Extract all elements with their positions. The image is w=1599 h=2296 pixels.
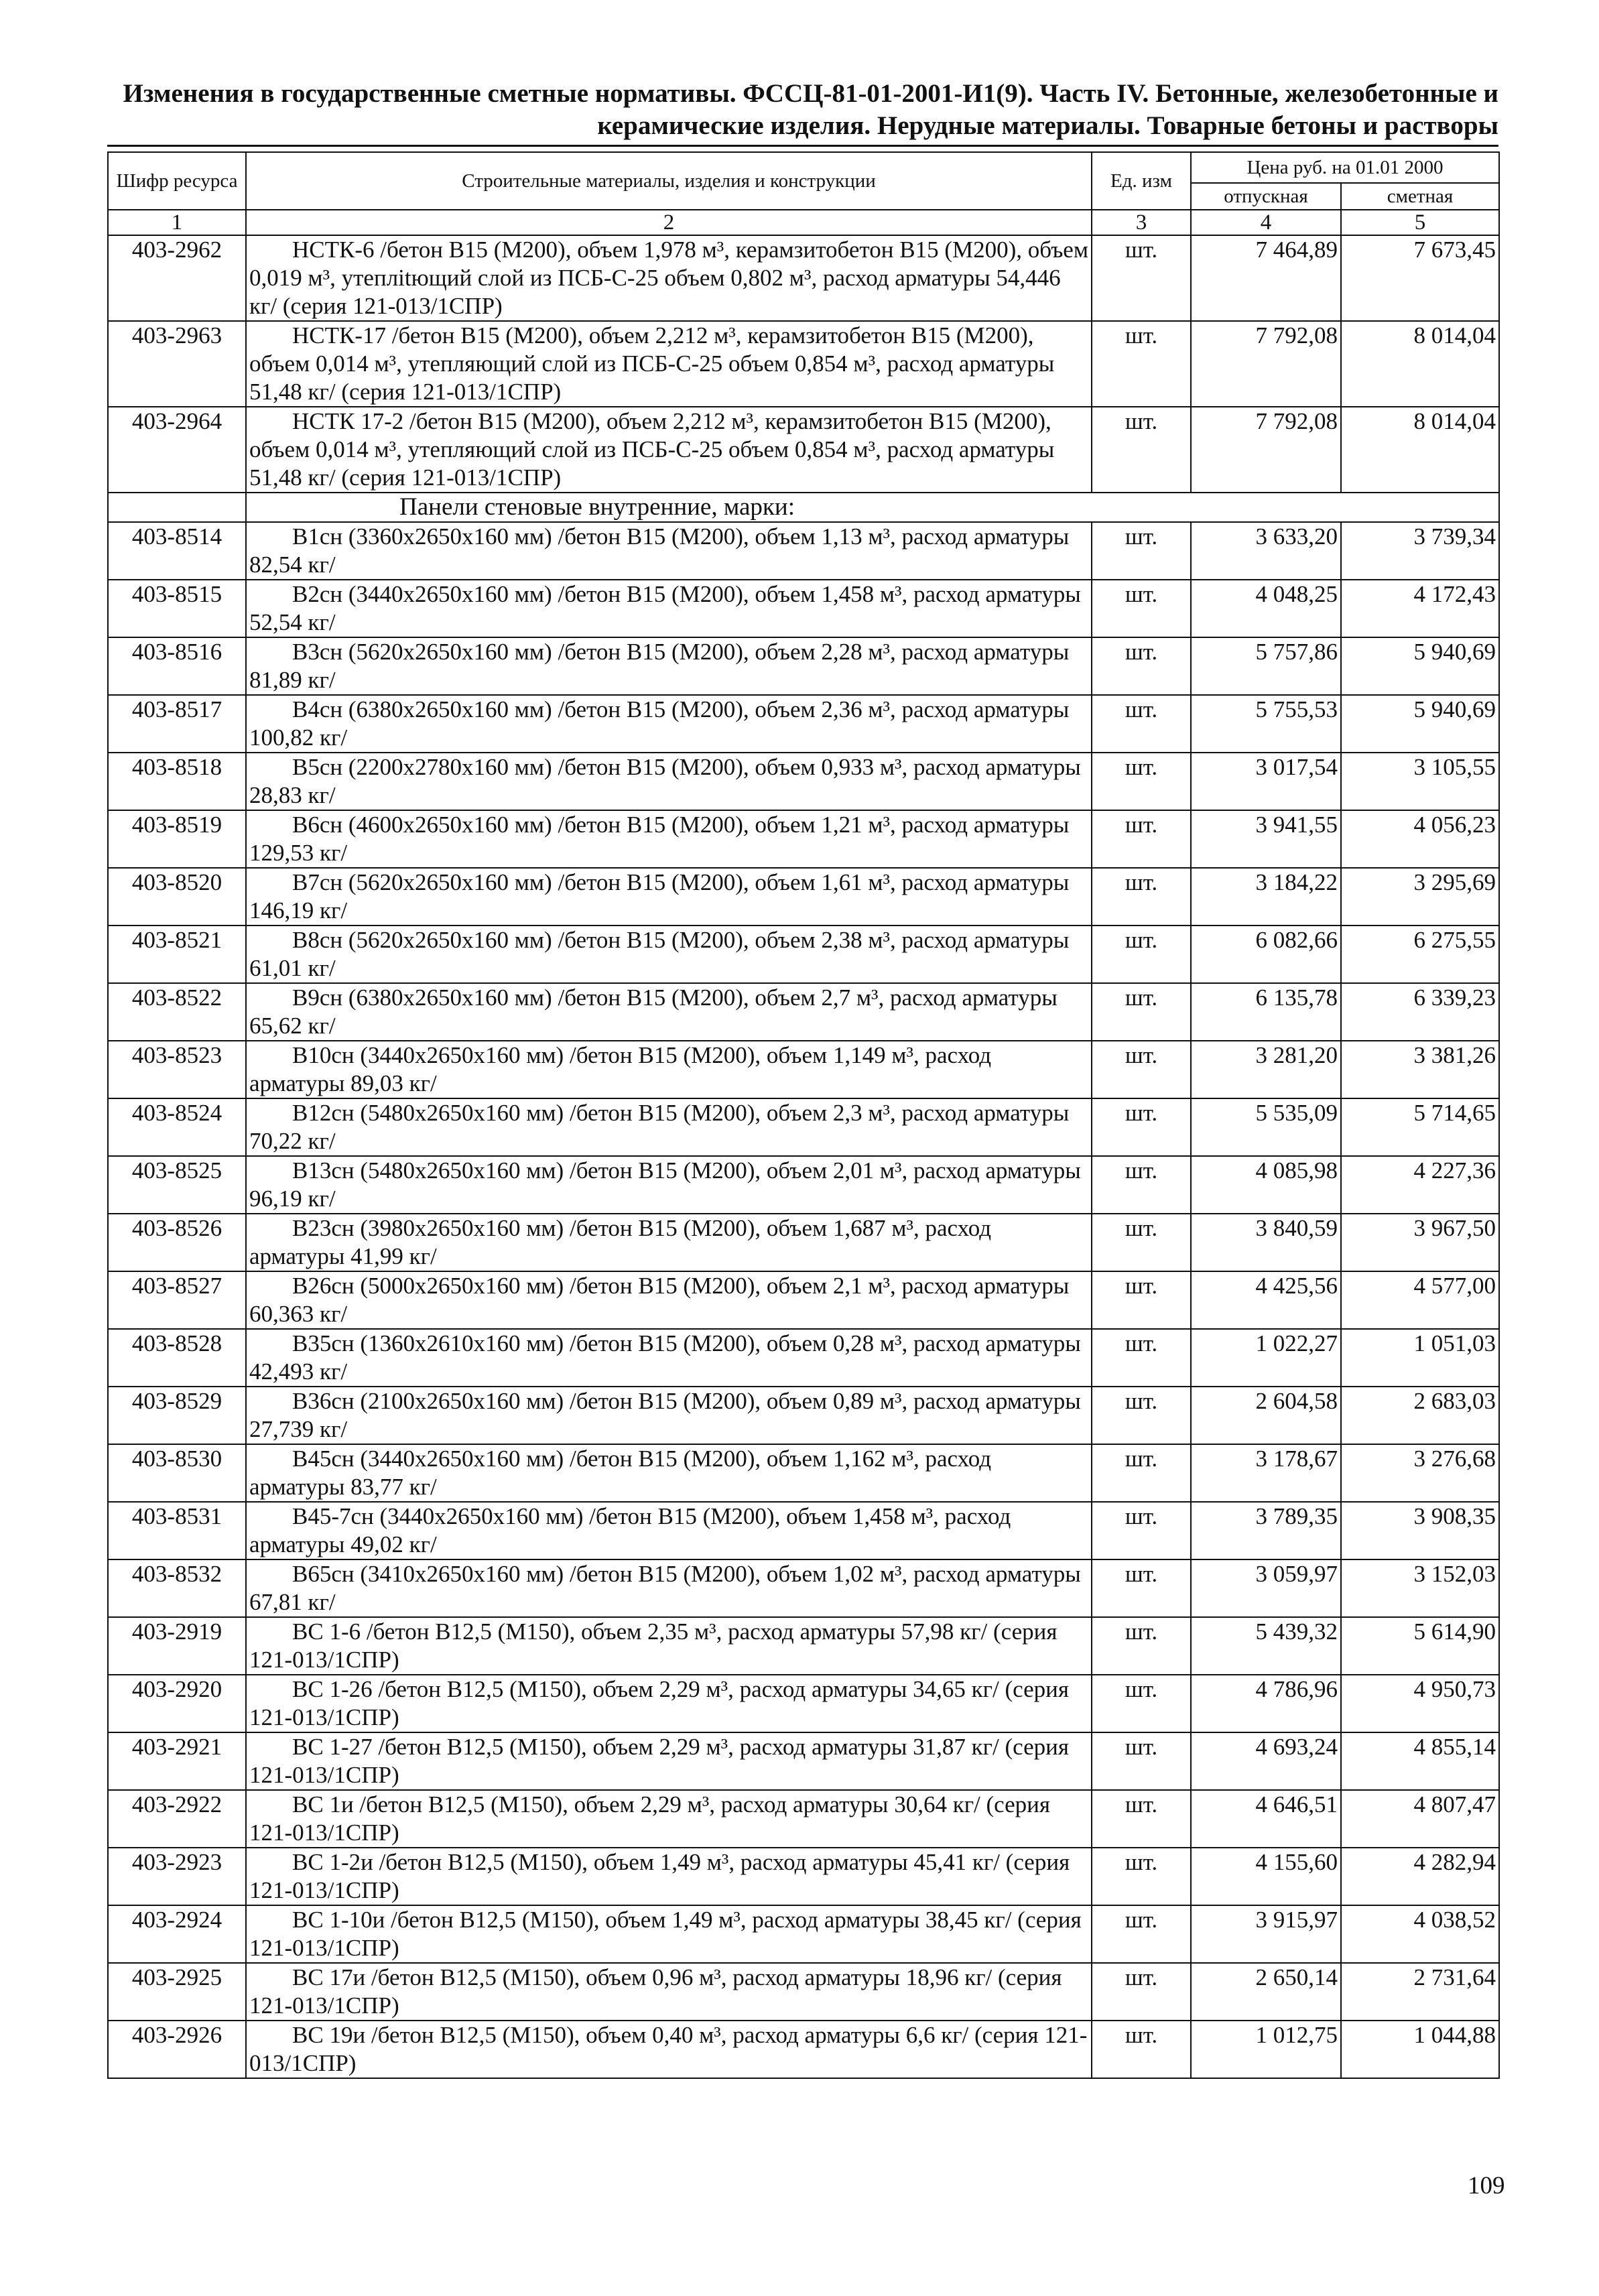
column-header-price-release: отпускная — [1191, 183, 1341, 210]
column-header-price-estimate: сметная — [1341, 183, 1499, 210]
price-estimate: 8 014,04 — [1341, 321, 1499, 407]
table-row — [108, 1502, 1499, 1559]
price-release: 3 059,97 — [1191, 1559, 1341, 1617]
price-release: 5 755,53 — [1191, 695, 1341, 753]
item-description-text: В45сн (3440х2650х160 мм) /бетон В15 (М200), объем 1,162 м³, расход арматуры 83,77 кг/ — [249, 1446, 992, 1500]
price-estimate: 5 714,65 — [1341, 1098, 1499, 1156]
price-estimate: 5 940,69 — [1341, 695, 1499, 753]
item-description — [246, 1387, 1092, 1444]
item-description — [246, 1963, 1092, 2021]
item-description-text: В13сн (5480х2650х160 мм) /бетон В15 (М200), объем 2,01 м³, расход арматуры 96,19 кг/ — [249, 1157, 1081, 1212]
price-release: 1 012,75 — [1191, 2021, 1341, 2078]
price-release: 3 281,20 — [1191, 1041, 1341, 1098]
item-description-text: В1сн (3360х2650х160 мм) /бетон В15 (М200), объем 1,13 м³, расход арматуры 82,54 кг/ — [249, 523, 1070, 578]
resource-code: 403-8520 — [108, 868, 246, 926]
unit-of-measure: шт. — [1092, 1617, 1191, 1675]
unit-of-measure: шт. — [1092, 1502, 1191, 1559]
price-release: 7 792,08 — [1191, 407, 1341, 493]
table-row — [108, 1271, 1499, 1329]
price-release: 5 535,09 — [1191, 1098, 1341, 1156]
price-release: 3 017,54 — [1191, 753, 1341, 810]
price-release: 4 085,98 — [1191, 1156, 1341, 1214]
item-description-text: В10сн (3440х2650х160 мм) /бетон В15 (М200), объем 1,149 м³, расход арматуры 89,03 кг/ — [249, 1042, 992, 1096]
item-description-text: В5сн (2200х2780х160 мм) /бетон В15 (М200), объем 0,933 м³, расход арматуры 28,83 кг/ — [249, 754, 1081, 808]
resource-code: 403-2925 — [108, 1963, 246, 2021]
item-description — [246, 1444, 1092, 1502]
item-description — [246, 695, 1092, 753]
price-release: 1 022,27 — [1191, 1329, 1341, 1387]
section-row — [108, 493, 1499, 522]
unit-of-measure: шт. — [1092, 1732, 1191, 1790]
price-release: 4 646,51 — [1191, 1790, 1341, 1848]
price-release: 7 464,89 — [1191, 235, 1341, 321]
price-release: 6 082,66 — [1191, 926, 1341, 983]
price-estimate: 3 105,55 — [1341, 753, 1499, 810]
unit-of-measure: шт. — [1092, 637, 1191, 695]
item-description-text: ВС 17и /бетон В12,5 (М150), объем 0,96 м³, расход арматуры 18,96 кг/ (серия 121-013/1СПР) — [249, 1964, 1062, 2019]
column-number: 1 — [108, 210, 246, 235]
price-release: 3 915,97 — [1191, 1905, 1341, 1963]
column-numbers-row — [108, 210, 1499, 235]
price-release: 4 786,96 — [1191, 1675, 1341, 1732]
price-table — [107, 151, 1500, 2079]
price-estimate: 3 276,68 — [1341, 1444, 1499, 1502]
price-release: 6 135,78 — [1191, 983, 1341, 1041]
price-estimate: 3 967,50 — [1341, 1214, 1499, 1271]
table-row — [108, 522, 1499, 580]
item-description — [246, 926, 1092, 983]
resource-code: 403-8515 — [108, 580, 246, 637]
section-title: Панели стеновые внутренние, марки: — [246, 493, 1499, 522]
item-description — [246, 1848, 1092, 1905]
table-row — [108, 1848, 1499, 1905]
table-row — [108, 983, 1499, 1041]
unit-of-measure: шт. — [1092, 1214, 1191, 1271]
item-description — [246, 407, 1092, 493]
table-body — [108, 235, 1499, 2078]
price-estimate: 4 950,73 — [1341, 1675, 1499, 1732]
price-release: 2 604,58 — [1191, 1387, 1341, 1444]
item-description-text: ВС 1-6 /бетон В12,5 (М150), объем 2,35 м³, расход арматуры 57,98 кг/ (серия 121-013/1СПР) — [249, 1618, 1058, 1673]
table-row — [108, 407, 1499, 493]
table-row — [108, 235, 1499, 321]
price-estimate: 6 339,23 — [1341, 983, 1499, 1041]
unit-of-measure: шт. — [1092, 2021, 1191, 2078]
price-release: 5 757,86 — [1191, 637, 1341, 695]
price-estimate: 4 282,94 — [1341, 1848, 1499, 1905]
price-estimate: 4 056,23 — [1341, 810, 1499, 868]
price-release: 4 425,56 — [1191, 1271, 1341, 1329]
unit-of-measure: шт. — [1092, 810, 1191, 868]
unit-of-measure: шт. — [1092, 983, 1191, 1041]
table-row — [108, 1905, 1499, 1963]
item-description-text: ВС 19и /бетон В12,5 (М150), объем 0,40 м³, расход арматуры 6,6 кг/ (серия 121-013/1СПР) — [249, 2022, 1088, 2076]
resource-code: 403-8525 — [108, 1156, 246, 1214]
resource-code: 403-8518 — [108, 753, 246, 810]
column-header-name: Строительные материалы, изделия и конструкции — [246, 152, 1092, 210]
resource-code: 403-2963 — [108, 321, 246, 407]
unit-of-measure: шт. — [1092, 1098, 1191, 1156]
item-description-text: В26сн (5000х2650х160 мм) /бетон В15 (М200), объем 2,1 м³, расход арматуры 60,363 кг/ — [249, 1273, 1070, 1327]
resource-code: 403-8514 — [108, 522, 246, 580]
resource-code: 403-2921 — [108, 1732, 246, 1790]
price-release: 4 048,25 — [1191, 580, 1341, 637]
item-description — [246, 1156, 1092, 1214]
unit-of-measure: шт. — [1092, 580, 1191, 637]
resource-code: 403-8530 — [108, 1444, 246, 1502]
item-description-text: В23сн (3980х2650х160 мм) /бетон В15 (М200), объем 1,687 м³, расход арматуры 41,99 кг/ — [249, 1215, 992, 1269]
price-release: 3 840,59 — [1191, 1214, 1341, 1271]
table-row — [108, 810, 1499, 868]
table-row — [108, 580, 1499, 637]
resource-code: 403-2924 — [108, 1905, 246, 1963]
table-row — [108, 321, 1499, 407]
unit-of-measure: шт. — [1092, 1848, 1191, 1905]
item-description — [246, 1329, 1092, 1387]
item-description-text: В6сн (4600х2650х160 мм) /бетон В15 (М200), объем 1,21 м³, расход арматуры 129,53 кг/ — [249, 812, 1070, 866]
unit-of-measure: шт. — [1092, 1156, 1191, 1214]
table-row — [108, 695, 1499, 753]
price-release: 4 693,24 — [1191, 1732, 1341, 1790]
unit-of-measure: шт. — [1092, 407, 1191, 493]
price-estimate: 3 295,69 — [1341, 868, 1499, 926]
unit-of-measure: шт. — [1092, 695, 1191, 753]
item-description — [246, 1098, 1092, 1156]
item-description — [246, 235, 1092, 321]
section-empty-cell — [108, 493, 246, 522]
column-header-code: Шифр ресурса — [108, 152, 246, 210]
item-description — [246, 810, 1092, 868]
page-header — [107, 78, 1498, 147]
unit-of-measure: шт. — [1092, 235, 1191, 321]
item-description-text: ВС 1-26 /бетон В12,5 (М150), объем 2,29 м³, расход арматуры 34,65 кг/ (серия 121-013/1СПР) — [249, 1676, 1069, 1730]
unit-of-measure: шт. — [1092, 1444, 1191, 1502]
item-description — [246, 1732, 1092, 1790]
resource-code: 403-8529 — [108, 1387, 246, 1444]
table-row — [108, 1098, 1499, 1156]
table-row — [108, 637, 1499, 695]
price-estimate: 4 172,43 — [1341, 580, 1499, 637]
unit-of-measure: шт. — [1092, 1329, 1191, 1387]
item-description — [246, 580, 1092, 637]
unit-of-measure: шт. — [1092, 321, 1191, 407]
item-description-text: В36сн (2100х2650х160 мм) /бетон В15 (М200), объем 0,89 м³, расход арматуры 27,739 кг/ — [249, 1388, 1081, 1442]
column-number: 4 — [1191, 210, 1341, 235]
item-description — [246, 522, 1092, 580]
unit-of-measure: шт. — [1092, 1559, 1191, 1617]
column-header-price-group: Цена руб. на 01.01 2000 — [1191, 152, 1499, 183]
unit-of-measure: шт. — [1092, 1790, 1191, 1848]
item-description — [246, 1559, 1092, 1617]
item-description — [246, 1271, 1092, 1329]
unit-of-measure: шт. — [1092, 926, 1191, 983]
price-release: 2 650,14 — [1191, 1963, 1341, 2021]
item-description — [246, 1675, 1092, 1732]
price-release: 3 178,67 — [1191, 1444, 1341, 1502]
item-description-text: В9сн (6380х2650х160 мм) /бетон В15 (М200), объем 2,7 м³, расход арматуры 65,62 кг/ — [249, 984, 1058, 1039]
table-row — [108, 1790, 1499, 1848]
table-row — [108, 1387, 1499, 1444]
resource-code: 403-8527 — [108, 1271, 246, 1329]
unit-of-measure: шт. — [1092, 1905, 1191, 1963]
resource-code: 403-2962 — [108, 235, 246, 321]
table-row — [108, 868, 1499, 926]
item-description-text: В65сн (3410х2650х160 мм) /бетон В15 (М200), объем 1,02 м³, расход арматуры 67,81 кг/ — [249, 1561, 1081, 1615]
item-description-text: НСТК-6 /бетон В15 (М200), объем 1,978 м³, керамзитобетон В15 (М200), объем 0,019 м³, утеплitющий слой из ПСБ-С-25 объем 0,802 м³, расход арматуры 54,446 кг/ (серия 121-013/1СПР) — [249, 237, 1088, 319]
table-row — [108, 1041, 1499, 1098]
resource-code: 403-8526 — [108, 1214, 246, 1271]
unit-of-measure: шт. — [1092, 868, 1191, 926]
price-estimate: 6 275,55 — [1341, 926, 1499, 983]
price-estimate: 1 051,03 — [1341, 1329, 1499, 1387]
resource-code: 403-8524 — [108, 1098, 246, 1156]
item-description-text: ВС 1и /бетон В12,5 (М150), объем 2,29 м³, расход арматуры 30,64 кг/ (серия 121-013/1СПР) — [249, 1791, 1051, 1846]
price-release: 3 633,20 — [1191, 522, 1341, 580]
item-description-text: ВС 1-10и /бетон В12,5 (М150), объем 1,49 м³, расход арматуры 38,45 кг/ (серия 121-013/1СПР) — [249, 1907, 1082, 1961]
item-description — [246, 1041, 1092, 1098]
unit-of-measure: шт. — [1092, 522, 1191, 580]
price-release: 3 941,55 — [1191, 810, 1341, 868]
item-description-text: В12сн (5480х2650х160 мм) /бетон В15 (М200), объем 2,3 м³, расход арматуры 70,22 кг/ — [249, 1100, 1070, 1154]
item-description — [246, 868, 1092, 926]
unit-of-measure: шт. — [1092, 1387, 1191, 1444]
item-description — [246, 2021, 1092, 2078]
table-row — [108, 1444, 1499, 1502]
table-row — [108, 926, 1499, 983]
resource-code: 403-2919 — [108, 1617, 246, 1675]
resource-code: 403-8516 — [108, 637, 246, 695]
resource-code: 403-2920 — [108, 1675, 246, 1732]
table-row — [108, 1214, 1499, 1271]
table-row — [108, 1675, 1499, 1732]
price-release: 3 184,22 — [1191, 868, 1341, 926]
item-description-text: В2сн (3440х2650х160 мм) /бетон В15 (М200), объем 1,458 м³, расход арматуры 52,54 кг/ — [249, 581, 1081, 635]
column-number: 3 — [1092, 210, 1191, 235]
price-estimate: 5 614,90 — [1341, 1617, 1499, 1675]
item-description-text: В4сн (6380х2650х160 мм) /бетон В15 (М200), объем 2,36 м³, расход арматуры 100,82 кг/ — [249, 696, 1070, 751]
price-estimate: 4 807,47 — [1341, 1790, 1499, 1848]
price-estimate: 1 044,88 — [1341, 2021, 1499, 2078]
unit-of-measure: шт. — [1092, 1675, 1191, 1732]
price-estimate: 8 014,04 — [1341, 407, 1499, 493]
price-estimate: 3 739,34 — [1341, 522, 1499, 580]
price-estimate: 3 908,35 — [1341, 1502, 1499, 1559]
column-number: 5 — [1341, 210, 1499, 235]
unit-of-measure: шт. — [1092, 753, 1191, 810]
item-description — [246, 753, 1092, 810]
resource-code: 403-8528 — [108, 1329, 246, 1387]
item-description — [246, 1214, 1092, 1271]
item-description — [246, 1790, 1092, 1848]
item-description-text: ВС 1-2и /бетон В12,5 (М150), объем 1,49 м³, расход арматуры 45,41 кг/ (серия 121-013/1СПР) — [249, 1849, 1070, 1903]
item-description — [246, 637, 1092, 695]
header-line-2: керамические изделия. Нерудные материалы. Товарные бетоны и растворы — [597, 111, 1498, 140]
price-estimate: 2 731,64 — [1341, 1963, 1499, 2021]
table-row — [108, 1156, 1499, 1214]
table-row — [108, 1963, 1499, 2021]
resource-code: 403-8522 — [108, 983, 246, 1041]
price-estimate: 4 038,52 — [1341, 1905, 1499, 1963]
column-header-unit: Ед. изм — [1092, 152, 1191, 210]
price-release: 7 792,08 — [1191, 321, 1341, 407]
resource-code: 403-2964 — [108, 407, 246, 493]
item-description-text: В45-7сн (3440х2650х160 мм) /бетон В15 (М200), объем 1,458 м³, расход арматуры 49,02 кг/ — [249, 1503, 1011, 1557]
unit-of-measure: шт. — [1092, 1041, 1191, 1098]
table-row — [108, 1617, 1499, 1675]
table-row — [108, 2021, 1499, 2078]
price-estimate: 3 381,26 — [1341, 1041, 1499, 1098]
price-estimate: 5 940,69 — [1341, 637, 1499, 695]
item-description — [246, 1617, 1092, 1675]
price-estimate: 7 673,45 — [1341, 235, 1499, 321]
price-estimate: 2 683,03 — [1341, 1387, 1499, 1444]
unit-of-measure: шт. — [1092, 1963, 1191, 2021]
item-description-text: НСТК-17 /бетон В15 (М200), объем 2,212 м³, керамзитобетон В15 (М200), объем 0,014 м³, утепляющий слой из ПСБ-С-25 объем 0,854 м³, расход арматуры 51,48 кг/ (серия 121-013/1СПР) — [249, 322, 1055, 405]
table-row — [108, 753, 1499, 810]
price-estimate: 3 152,03 — [1341, 1559, 1499, 1617]
price-release: 5 439,32 — [1191, 1617, 1341, 1675]
item-description — [246, 983, 1092, 1041]
resource-code: 403-8517 — [108, 695, 246, 753]
resource-code: 403-8519 — [108, 810, 246, 868]
price-estimate: 4 577,00 — [1341, 1271, 1499, 1329]
resource-code: 403-2922 — [108, 1790, 246, 1848]
page-number: 109 — [1468, 2172, 1505, 2199]
price-estimate: 4 227,36 — [1341, 1156, 1499, 1214]
table-row — [108, 1559, 1499, 1617]
resource-code: 403-2923 — [108, 1848, 246, 1905]
item-description-text: В3сн (5620х2650х160 мм) /бетон В15 (М200), объем 2,28 м³, расход арматуры 81,89 кг/ — [249, 639, 1070, 693]
resource-code: 403-2926 — [108, 2021, 246, 2078]
column-number: 2 — [246, 210, 1092, 235]
item-description — [246, 321, 1092, 407]
item-description-text: В35сн (1360х2610х160 мм) /бетон В15 (М200), объем 0,28 м³, расход арматуры 42,493 кг/ — [249, 1330, 1081, 1385]
unit-of-measure: шт. — [1092, 1271, 1191, 1329]
item-description-text: ВС 1-27 /бетон В12,5 (М150), объем 2,29 м³, расход арматуры 31,87 кг/ (серия 121-013/1СПР) — [249, 1734, 1069, 1788]
resource-code: 403-8531 — [108, 1502, 246, 1559]
table-header — [108, 152, 1499, 235]
resource-code: 403-8523 — [108, 1041, 246, 1098]
price-release: 3 789,35 — [1191, 1502, 1341, 1559]
item-description-text: В8сн (5620х2650х160 мм) /бетон В15 (М200), объем 2,38 м³, расход арматуры 61,01 кг/ — [249, 927, 1070, 981]
resource-code: 403-8532 — [108, 1559, 246, 1617]
header-line-1: Изменения в государственные сметные нормативы. ФССЦ-81-01-2001-И1(9). Часть IV. Бетонные, железобетонные и — [123, 79, 1498, 108]
table-row — [108, 1732, 1499, 1790]
resource-code: 403-8521 — [108, 926, 246, 983]
item-description-text: НСТК 17-2 /бетон В15 (М200), объем 2,212 м³, керамзитобетон В15 (М200), объем 0,014 м³, утепляющий слой из ПСБ-С-25 объем 0,854 м³, расход арматуры 51,48 кг/ (серия 121-013/1СПР) — [249, 408, 1055, 491]
price-release: 4 155,60 — [1191, 1848, 1341, 1905]
item-description-text: В7сн (5620х2650х160 мм) /бетон В15 (М200), объем 1,61 м³, расход арматуры 146,19 кг/ — [249, 869, 1070, 923]
table-row — [108, 1329, 1499, 1387]
price-estimate: 4 855,14 — [1341, 1732, 1499, 1790]
item-description — [246, 1502, 1092, 1559]
item-description — [246, 1905, 1092, 1963]
